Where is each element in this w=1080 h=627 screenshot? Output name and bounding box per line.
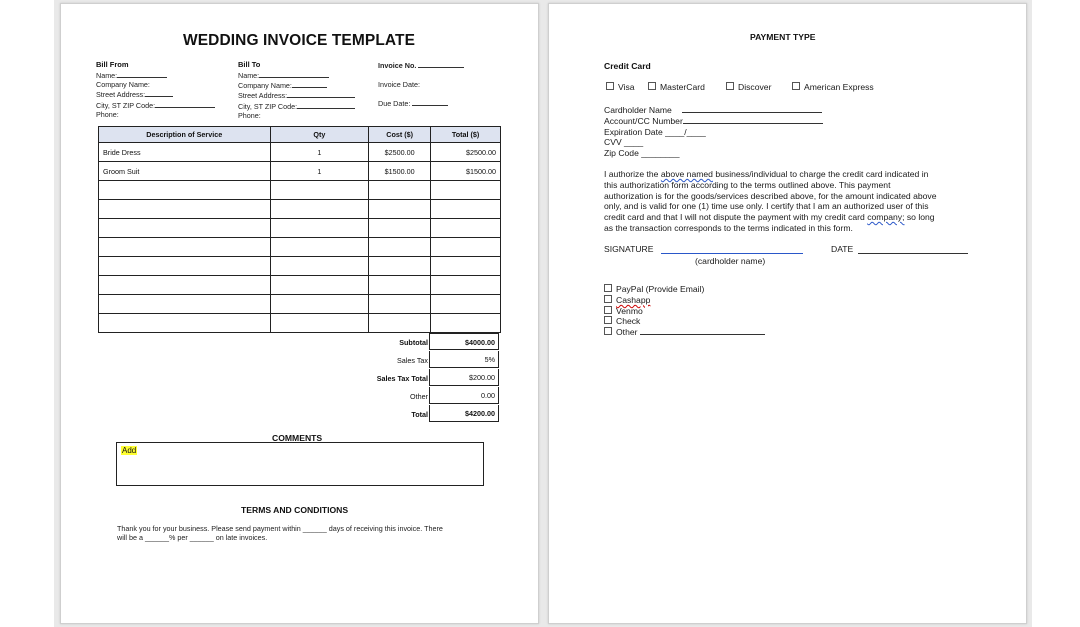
terms-heading: TERMS AND CONDITIONS <box>241 505 349 515</box>
empty-cell[interactable] <box>99 238 271 257</box>
row-qty[interactable]: 1 <box>270 143 369 162</box>
signature-line[interactable] <box>661 253 803 254</box>
other-label: Other <box>410 392 428 401</box>
checkbox-icon <box>648 82 656 90</box>
bill-to-street-label: Street Address: <box>238 91 288 101</box>
sales-tax-total-row <box>361 369 501 387</box>
expiration-field[interactable]: Expiration Date ____/____ <box>604 126 706 137</box>
other-field[interactable] <box>640 327 765 335</box>
zip-field[interactable]: Zip Code ________ <box>604 148 680 159</box>
bill-to-heading: Bill To <box>238 60 261 69</box>
bill-to-company-field[interactable] <box>292 80 327 88</box>
auth-text: authorization is for the goods/services described above, for the amount indicated above <box>604 190 937 201</box>
card-option-visa[interactable] <box>606 82 635 93</box>
bill-to-street-field[interactable] <box>287 90 355 98</box>
checkbox-icon <box>604 295 612 303</box>
empty-row <box>99 257 501 276</box>
terms-line-2: will be a ______% per ______ on late invoices. <box>117 533 268 542</box>
invoice-page <box>60 3 539 624</box>
empty-cell[interactable] <box>369 295 431 314</box>
empty-cell[interactable] <box>431 257 501 276</box>
invoice-meta <box>378 60 464 108</box>
credit-card-heading: Credit Card <box>604 61 651 71</box>
col-header-description: Description of Service <box>99 127 271 143</box>
bill-to-block <box>238 70 355 120</box>
bill-from-street-field[interactable] <box>145 89 173 97</box>
other-value[interactable]: 0.00 <box>429 387 499 404</box>
bill-to-city-label: City, ST ZIP Code: <box>238 101 298 111</box>
auth-text: I authorize the <box>604 169 661 179</box>
card-label: American Express <box>804 82 874 92</box>
card-label: MasterCard <box>660 82 705 92</box>
empty-cell[interactable] <box>369 181 431 200</box>
sales-tax-total-label: Sales Tax Total <box>376 374 428 383</box>
option-label: Cashapp <box>616 294 651 305</box>
empty-cell[interactable] <box>99 314 271 333</box>
sales-tax-row <box>361 351 501 369</box>
option-label: PayPal (Provide Email) <box>616 284 705 294</box>
total-label: Total <box>411 410 428 419</box>
empty-cell[interactable] <box>99 276 271 295</box>
empty-cell[interactable] <box>99 219 271 238</box>
card-option-mastercard[interactable] <box>648 82 705 93</box>
payment-page <box>548 3 1027 624</box>
checkbox-icon <box>604 327 612 335</box>
auth-text: above named <box>660 169 713 179</box>
bill-from-phone-label: Phone: <box>96 109 119 119</box>
empty-cell[interactable] <box>369 200 431 219</box>
comments-heading: COMMENTS <box>272 433 323 443</box>
empty-cell[interactable] <box>99 181 271 200</box>
empty-cell[interactable] <box>431 181 501 200</box>
bill-to-name-label: Name: <box>238 71 260 80</box>
auth-text: so long <box>904 212 935 223</box>
empty-cell[interactable] <box>431 295 501 314</box>
row-total[interactable]: $1500.00 <box>431 162 501 181</box>
empty-cell[interactable] <box>369 257 431 276</box>
bill-from-name-label: Name: <box>96 71 118 80</box>
bill-to-company-label: Company Name: <box>238 81 292 91</box>
empty-row <box>99 219 501 238</box>
cardholder-label: Cardholder Name <box>604 105 672 115</box>
empty-cell[interactable] <box>99 257 271 276</box>
bill-to-name-field[interactable] <box>259 70 329 78</box>
card-fields <box>604 105 823 159</box>
table-row <box>99 143 501 162</box>
total-row <box>361 405 501 423</box>
row-cost[interactable]: $2500.00 <box>369 143 431 162</box>
table-row <box>99 162 501 181</box>
checkbox-icon <box>604 316 612 324</box>
row-qty[interactable]: 1 <box>270 162 369 181</box>
empty-cell[interactable] <box>270 219 369 238</box>
invoice-no-label: Invoice No. <box>378 61 417 70</box>
empty-cell[interactable] <box>431 276 501 295</box>
bill-from-company-label: Company Name: <box>96 80 150 90</box>
subtotal-row <box>361 333 501 351</box>
invoice-no-field[interactable] <box>418 60 464 68</box>
card-label: Visa <box>618 82 635 92</box>
other-row <box>361 387 501 405</box>
empty-cell[interactable] <box>99 200 271 219</box>
checkbox-icon <box>792 82 800 90</box>
empty-cell[interactable] <box>270 181 369 200</box>
empty-row <box>99 200 501 219</box>
empty-cell[interactable] <box>369 238 431 257</box>
date-label: DATE <box>831 244 854 254</box>
col-header-total: Total ($) <box>431 127 501 143</box>
checkbox-icon <box>604 284 612 292</box>
empty-cell[interactable] <box>369 314 431 333</box>
cardholder-field[interactable] <box>682 105 822 113</box>
bill-from-city-field[interactable] <box>155 100 215 108</box>
empty-cell[interactable] <box>270 276 369 295</box>
account-field[interactable] <box>683 116 823 124</box>
checkbox-icon <box>606 82 614 90</box>
due-date-field[interactable] <box>412 98 448 106</box>
empty-row <box>99 181 501 200</box>
option-other[interactable] <box>604 327 765 338</box>
sales-tax-value[interactable]: 5% <box>429 351 499 368</box>
checkbox-icon <box>604 306 612 314</box>
col-header-cost: Cost ($) <box>369 127 431 143</box>
sales-tax-total-value[interactable]: $200.00 <box>429 369 499 386</box>
bill-from-city-label: City, ST ZIP Code: <box>96 100 156 110</box>
empty-cell[interactable] <box>270 314 369 333</box>
option-label: Other <box>616 327 638 338</box>
total-value[interactable]: $4200.00 <box>429 405 499 422</box>
empty-cell[interactable] <box>369 276 431 295</box>
authorization-text <box>604 169 937 234</box>
option-paypal[interactable] <box>604 284 765 295</box>
option-check[interactable] <box>604 316 765 327</box>
empty-cell[interactable] <box>99 295 271 314</box>
empty-cell[interactable] <box>369 219 431 238</box>
option-cashapp[interactable] <box>604 295 765 306</box>
bill-to-phone-label: Phone: <box>238 110 261 120</box>
option-label: Check <box>616 316 641 327</box>
col-header-qty: Qty <box>270 127 369 143</box>
account-label: Account/CC Number <box>604 115 683 126</box>
due-date-label: Due Date: <box>378 99 411 108</box>
date-line[interactable] <box>858 253 968 254</box>
bill-from-name-field[interactable] <box>117 70 167 78</box>
cardholder-caption: (cardholder name) <box>695 256 766 266</box>
card-option-discover[interactable] <box>726 82 771 93</box>
card-option-amex[interactable] <box>792 82 874 93</box>
row-total[interactable]: $2500.00 <box>431 143 501 162</box>
auth-text: company; <box>867 212 905 223</box>
bill-from-heading: Bill From <box>96 60 129 69</box>
signature-label: SIGNATURE <box>604 244 654 254</box>
option-label: Venmo <box>616 305 643 316</box>
sales-tax-label: Sales Tax <box>396 356 428 365</box>
auth-text: as the transaction corresponds to the terms indicated in this form. <box>604 222 853 233</box>
empty-cell[interactable] <box>431 219 501 238</box>
auth-text: credit card and that I will not dispute the payment with my credit card <box>604 212 868 223</box>
empty-cell[interactable] <box>431 200 501 219</box>
subtotal-value[interactable]: $4000.00 <box>429 333 499 350</box>
subtotal-label: Subtotal <box>399 338 428 347</box>
bill-from-block <box>96 70 215 119</box>
row-cost[interactable]: $1500.00 <box>369 162 431 181</box>
bill-from-street-label: Street Address: <box>96 90 146 100</box>
empty-cell[interactable] <box>270 238 369 257</box>
invoice-date-label: Invoice Date: <box>378 80 420 89</box>
empty-row <box>99 238 501 257</box>
line-items-table <box>98 126 501 333</box>
empty-row <box>99 295 501 314</box>
terms-line-1: Thank you for your business. Please send payment within ______ days of receiving this invoice. There <box>117 524 443 533</box>
table-header-row <box>99 127 501 143</box>
payment-title: PAYMENT TYPE <box>750 32 816 42</box>
cvv-field[interactable]: CVV ____ <box>604 137 644 148</box>
empty-cell[interactable] <box>431 314 501 333</box>
bill-to-city-field[interactable] <box>297 101 355 109</box>
empty-cell[interactable] <box>270 295 369 314</box>
empty-cell[interactable] <box>431 238 501 257</box>
empty-row <box>99 314 501 333</box>
auth-text: only, and is valid for one (1) time use only. I certify that I am an authorized user of this <box>604 201 929 212</box>
card-label: Discover <box>738 82 772 92</box>
option-venmo[interactable] <box>604 306 765 317</box>
empty-row <box>99 276 501 295</box>
empty-cell[interactable] <box>270 200 369 219</box>
row-description[interactable]: Bride Dress <box>99 143 271 162</box>
comments-text: Add <box>122 446 137 455</box>
empty-cell[interactable] <box>270 257 369 276</box>
auth-text: business/individual to charge the credit card indicated in <box>712 169 929 179</box>
other-payment-list <box>604 284 765 338</box>
comments-box[interactable] <box>116 442 484 486</box>
checkbox-icon <box>726 82 734 90</box>
row-description[interactable]: Groom Suit <box>99 162 271 181</box>
invoice-title: WEDDING INVOICE TEMPLATE <box>183 32 416 49</box>
auth-text: this authorization form according to the terms outlined above. This payment <box>604 179 891 190</box>
